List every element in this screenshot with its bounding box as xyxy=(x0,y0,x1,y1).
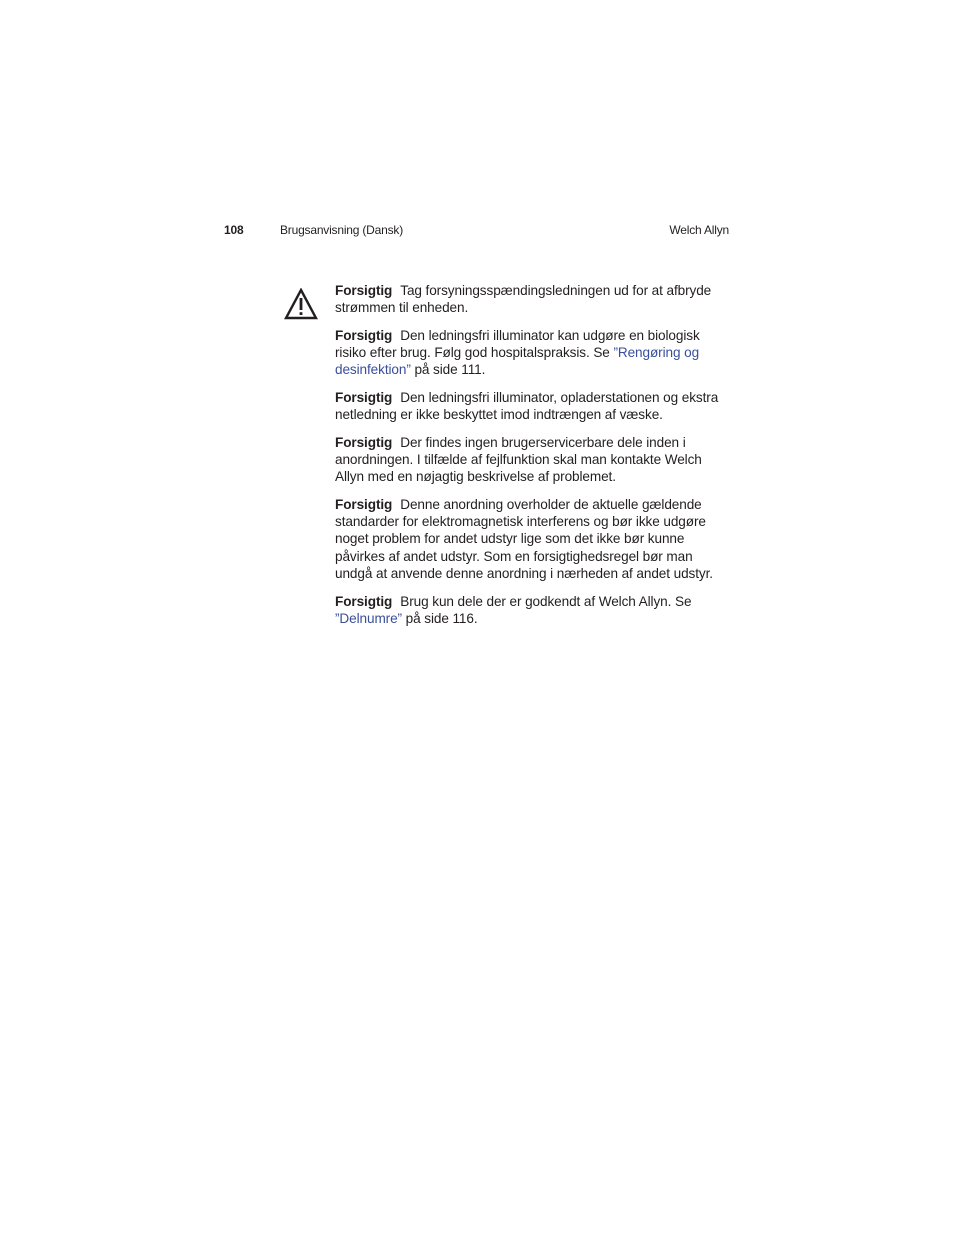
caution-text: Denne anordning overholder de aktuelle gældende standarder for elektromagnetisk interferens og bør ikke udgøre noget problem for andet udstyr lige som det ikke bør kunne påvirkes af andet udstyr. Som en forsigtighedsregel bør man undgå at anvende denne anordning i nærheden af andet udstyr. xyxy=(335,497,713,581)
caution-item xyxy=(335,434,730,486)
caution-text: Tag forsyningsspændingsledningen ud for at afbryde strømmen til enheden. xyxy=(335,283,712,316)
caution-list xyxy=(335,282,730,637)
document-title: Brugsanvisning (Dansk) xyxy=(280,223,403,237)
caution-item xyxy=(335,496,730,582)
caution-text: Den ledningsfri illuminator kan udgøre en biologisk risiko efter brug. Følg god hospitalspraksis. Se xyxy=(335,327,700,361)
page-header xyxy=(224,221,729,239)
caution-text: Der findes ingen brugerservicerbare dele inden i anordningen. I tilfælde af fejlfunktion skal man kontakte Welch Allyn med en nøjagtig beskrivelse af problemet. xyxy=(335,434,702,485)
brand-name: Welch Allyn xyxy=(669,223,729,237)
cross-reference-link-part-numbers[interactable]: ”Delnumre” xyxy=(335,610,402,626)
caution-item xyxy=(335,327,730,379)
caution-text: Den ledningsfri illuminator, opladerstationen og ekstra netledning er ikke beskyttet imod indtrængen af væske. xyxy=(335,390,719,423)
caution-text-after: på side 116. xyxy=(401,610,478,626)
caution-label: Forsigtig xyxy=(335,497,393,513)
caution-text-after: på side 111. xyxy=(410,362,486,378)
caution-label: Forsigtig xyxy=(335,390,393,406)
caution-label: Forsigtig xyxy=(335,593,393,609)
caution-item xyxy=(335,389,730,423)
caution-item xyxy=(335,593,730,627)
cross-reference-link-cleaning[interactable]: ”Rengøring og desinfektion” xyxy=(335,345,700,378)
caution-text: Brug kun dele der er godkendt af Welch Allyn. Se xyxy=(400,593,692,609)
caution-item xyxy=(335,282,730,316)
caution-label: Forsigtig xyxy=(335,434,393,450)
caution-label: Forsigtig xyxy=(335,327,393,343)
caution-label: Forsigtig xyxy=(335,283,393,298)
warning-triangle-icon xyxy=(284,288,318,320)
page-number: 108 xyxy=(224,223,244,237)
